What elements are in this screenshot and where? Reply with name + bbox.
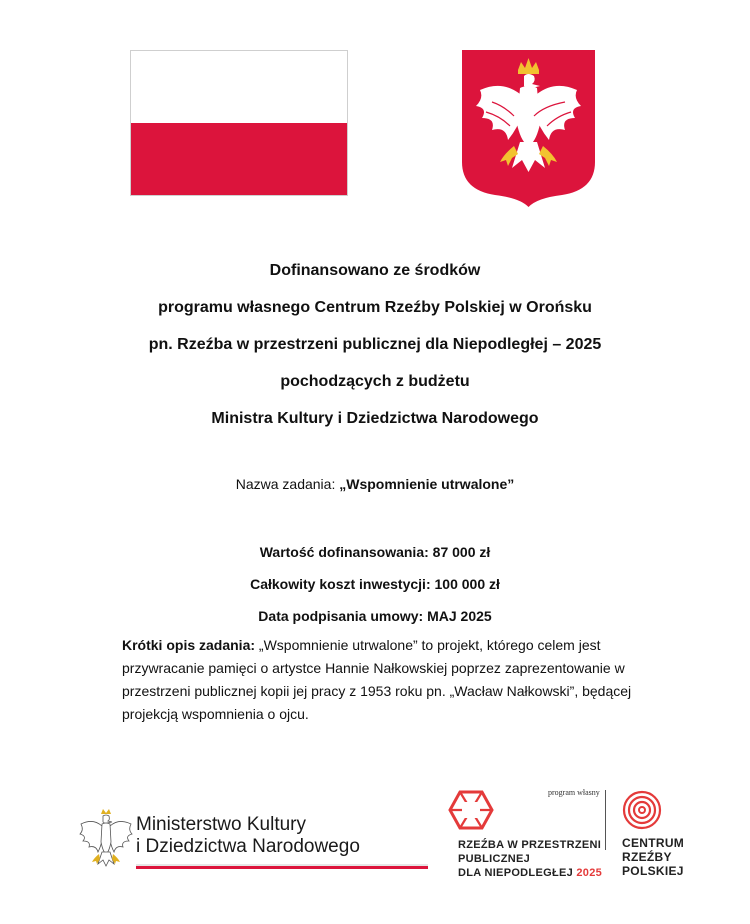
ministry-color-bar — [136, 864, 428, 869]
task-name-value: „Wspomnienie utrwalone” — [339, 476, 515, 492]
funding-heading — [0, 252, 750, 437]
ministry-eagle-icon — [78, 808, 134, 870]
program-year: 2025 — [576, 867, 603, 879]
task-name — [0, 476, 750, 492]
ministry-logo — [78, 808, 368, 876]
polish-coat-of-arms-icon — [462, 50, 595, 207]
heading-line: programu własnego Centrum Rzeźby Polskiej w Orońsku — [158, 299, 592, 316]
heading-line: Ministra Kultury i Dziedzictwa Narodowego — [211, 410, 539, 427]
logo-divider — [605, 790, 606, 850]
centre-name: CENTRUM RZEŹBY POLSKIEJ — [622, 836, 685, 878]
flag-white-stripe — [131, 51, 347, 123]
signing-date: Data podpisania umowy: MAJ 2025 — [258, 608, 492, 624]
description-label: Krótki opis zadania: — [122, 637, 256, 653]
program-name: RZEŹBA W PRZESTRZENI PUBLICZNEJ DLA NIEPODLEGŁEJ 2025 — [458, 839, 603, 879]
concentric-circles-logo-icon — [622, 790, 662, 830]
polish-flag — [130, 50, 348, 196]
heading-line: pochodzących z budżetu — [280, 373, 470, 390]
total-cost: Całkowity koszt inwestycji: 100 000 zł — [250, 576, 500, 592]
hexagon-logo-icon — [448, 790, 494, 830]
task-name-label: Nazwa zadania: — [235, 476, 336, 492]
heading-line: Dofinansowano ze środków — [269, 262, 481, 279]
description-text: „Wspomnienie utrwalone” to projekt, którego celem jest przywracanie pamięci o artystce Hannie Nałkowskiej poprzez zaprezentowanie w przestrzeni publicznej kopii jej pracy z 1953 roku pn. „Wacław Nałkowski”, będącej projekcją wspomnienia o ojcu. — [122, 637, 632, 722]
funding-amount: Wartość dofinansowania: 87 000 zł — [259, 544, 491, 560]
task-description — [122, 634, 662, 726]
funding-facts — [0, 536, 750, 632]
heading-line: pn. Rzeźba w przestrzeni publicznej dla Niepodległej – 2025 — [148, 336, 602, 353]
flag-red-stripe — [131, 123, 347, 195]
ministry-name: Ministerstwo Kultury i Dziedzictwa Narodowego — [136, 814, 360, 857]
program-small-label: program własny — [548, 788, 600, 797]
